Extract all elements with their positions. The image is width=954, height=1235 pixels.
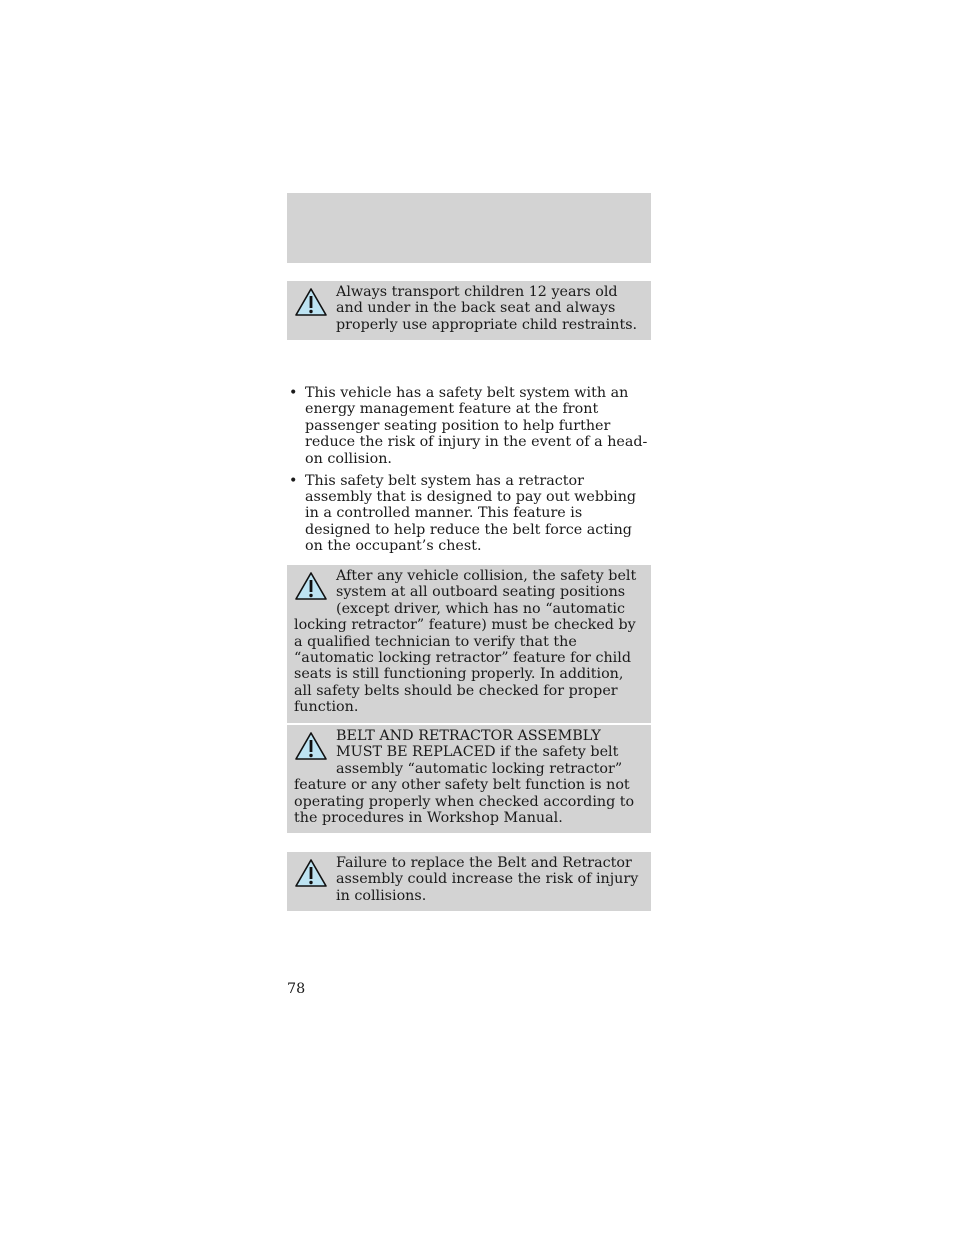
list-item [287,473,651,555]
warning-triangle-icon [294,287,328,317]
bullet-text: This safety belt system has a retractor assembly that is designed to pay out webbing in a controlled manner. This feature is designed to help reduce the belt force acting on the occupant’s chest. [305,472,637,555]
warning-box-collision-check [287,565,651,723]
warning-triangle-icon [294,571,328,601]
warning-box-failure-risk [287,852,651,911]
section-header-bar [287,193,651,263]
list-item [287,385,651,467]
bullet-list [287,385,651,560]
warning-triangle-icon [294,731,328,761]
page-number: 78 [287,981,306,997]
warning-text: After any vehicle collision, the safety belt system at all outboard seating positions (except driver, which has no “automatic locking retractor” feature) must be checked by a qualified technician to verify that the “automatic locking retractor” feature for child seats is still functioning properly. In addition, all safety belts should be checked for proper function. [294,568,637,716]
bullet-icon: • [289,472,298,489]
warning-triangle-icon [294,858,328,888]
warning-box-replace-assembly [287,725,651,833]
warning-text: Failure to replace the Belt and Retractor assembly could increase the risk of injury in collisions. [336,855,639,904]
bullet-text: This vehicle has a safety belt system with an energy management feature at the front passenger seating position to help further reduce the risk of injury in the event of a head-on collision. [305,385,648,467]
warning-text: Always transport children 12 years old and under in the back seat and always properly use appropriate child restraints. [336,284,638,333]
warning-text: BELT AND RETRACTOR ASSEMBLY MUST BE REPLACED if the safety belt assembly “automatic locking retractor” feature or any other safety belt function is not operating properly when checked according to the procedures in Workshop Manual. [294,728,635,827]
bullet-icon: • [289,385,298,401]
warning-box-child-transport [287,281,651,340]
